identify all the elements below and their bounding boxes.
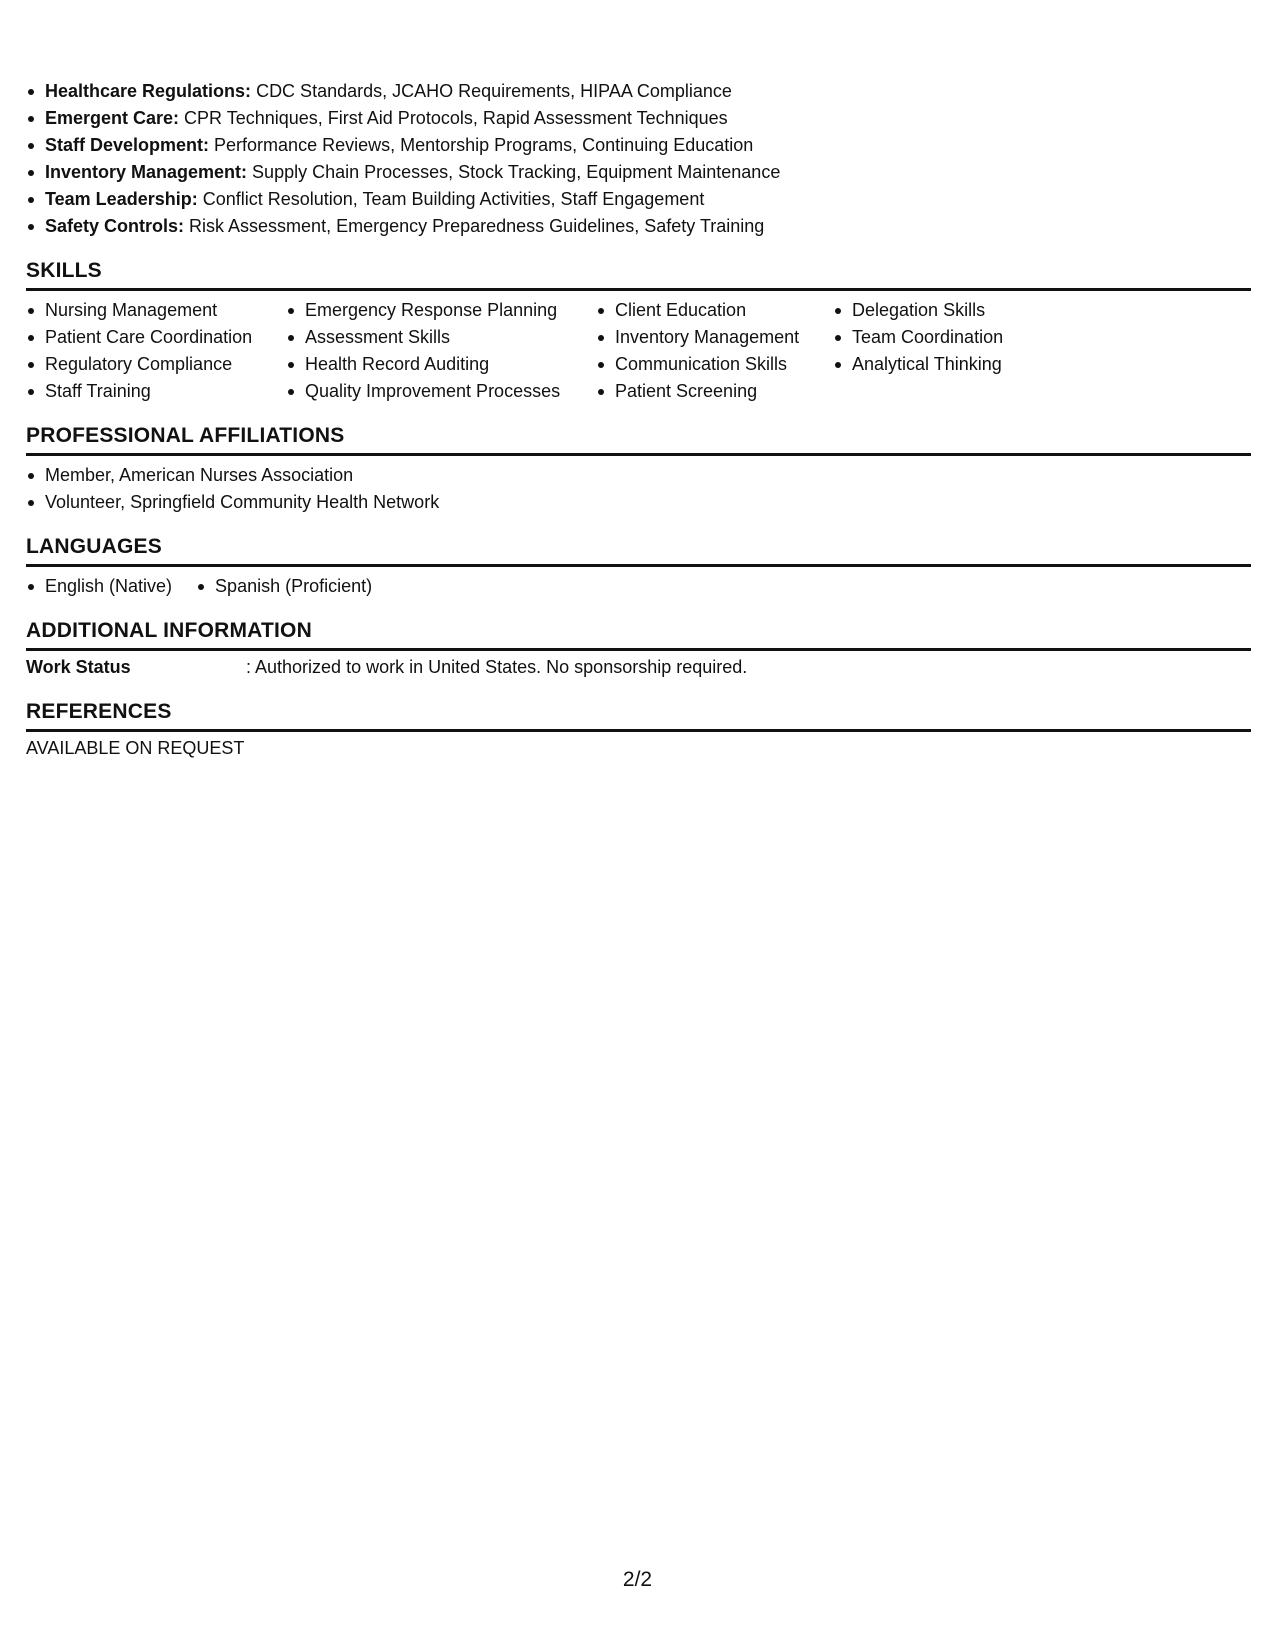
skill-item: Regulatory Compliance [26,351,286,378]
expertise-item [26,132,1251,159]
skill-item: Staff Training [26,378,286,405]
expertise-item [26,159,1251,186]
skill-item: Inventory Management [596,324,833,351]
page-number: 2/2 [622,1568,653,1591]
expertise-text: Conflict Resolution, Team Building Activities, Staff Engagement [197,189,705,209]
expertise-item [26,105,1251,132]
expertise-label: Staff Development: [45,135,210,155]
language-item: English (Native) [26,573,172,600]
expertise-label: Healthcare Regulations: [45,81,252,101]
skill-item: Patient Screening [596,378,833,405]
expertise-item [26,78,1251,105]
affiliation-item: Member, American Nurses Association [26,462,1251,489]
expertise-text: Risk Assessment, Emergency Preparedness Guidelines, Safety Training [184,216,765,236]
skills-heading: SKILLS [26,258,1251,291]
expertise-text: CDC Standards, JCAHO Requirements, HIPAA Compliance [251,81,732,101]
skills-column [596,297,833,405]
expertise-label: Team Leadership: [45,189,198,209]
skill-item: Analytical Thinking [833,351,1073,378]
skills-column [26,297,286,405]
skills-grid [26,291,1251,405]
affiliations-section [26,423,1251,516]
skill-item: Communication Skills [596,351,833,378]
affiliations-list [26,456,1251,516]
expertise-label: Emergent Care: [45,108,180,128]
skill-item: Delegation Skills [833,297,1073,324]
work-status-label: Work Status [26,657,131,677]
expertise-text: Performance Reviews, Mentorship Programs, Continuing Education [209,135,754,155]
languages-heading: LANGUAGES [26,534,1251,567]
skill-item: Patient Care Coordination [26,324,286,351]
expertise-label: Safety Controls: [45,216,185,236]
skills-column [286,297,596,405]
languages-list [26,567,1251,600]
skills-section [26,258,1251,405]
skill-item: Emergency Response Planning [286,297,596,324]
skill-item: Nursing Management [26,297,286,324]
affiliations-heading: PROFESSIONAL AFFILIATIONS [26,423,1251,456]
additional-info-section [26,618,1251,681]
affiliation-item: Volunteer, Springfield Community Health Network [26,489,1251,516]
work-status-value: : Authorized to work in United States. No sponsorship required. [246,657,748,677]
languages-section [26,534,1251,600]
expertise-list [26,78,1251,240]
expertise-label: Inventory Management: [45,162,248,182]
skills-column [833,297,1073,405]
language-item: Spanish (Proficient) [196,573,372,600]
skill-item: Team Coordination [833,324,1073,351]
skill-item: Client Education [596,297,833,324]
skill-item: Health Record Auditing [286,351,596,378]
references-text: AVAILABLE ON REQUEST [26,738,245,758]
additional-info-heading: ADDITIONAL INFORMATION [26,618,1251,651]
expertise-item [26,186,1251,213]
expertise-text: Supply Chain Processes, Stock Tracking, Equipment Maintenance [247,162,781,182]
expertise-item [26,213,1251,240]
skill-item: Quality Improvement Processes [286,378,596,405]
skill-item: Assessment Skills [286,324,596,351]
expertise-text: CPR Techniques, First Aid Protocols, Rapid Assessment Techniques [179,108,728,128]
resume-page [26,78,1251,762]
references-heading: REFERENCES [26,699,1251,732]
references-section [26,699,1251,762]
work-status-row [26,651,1251,681]
